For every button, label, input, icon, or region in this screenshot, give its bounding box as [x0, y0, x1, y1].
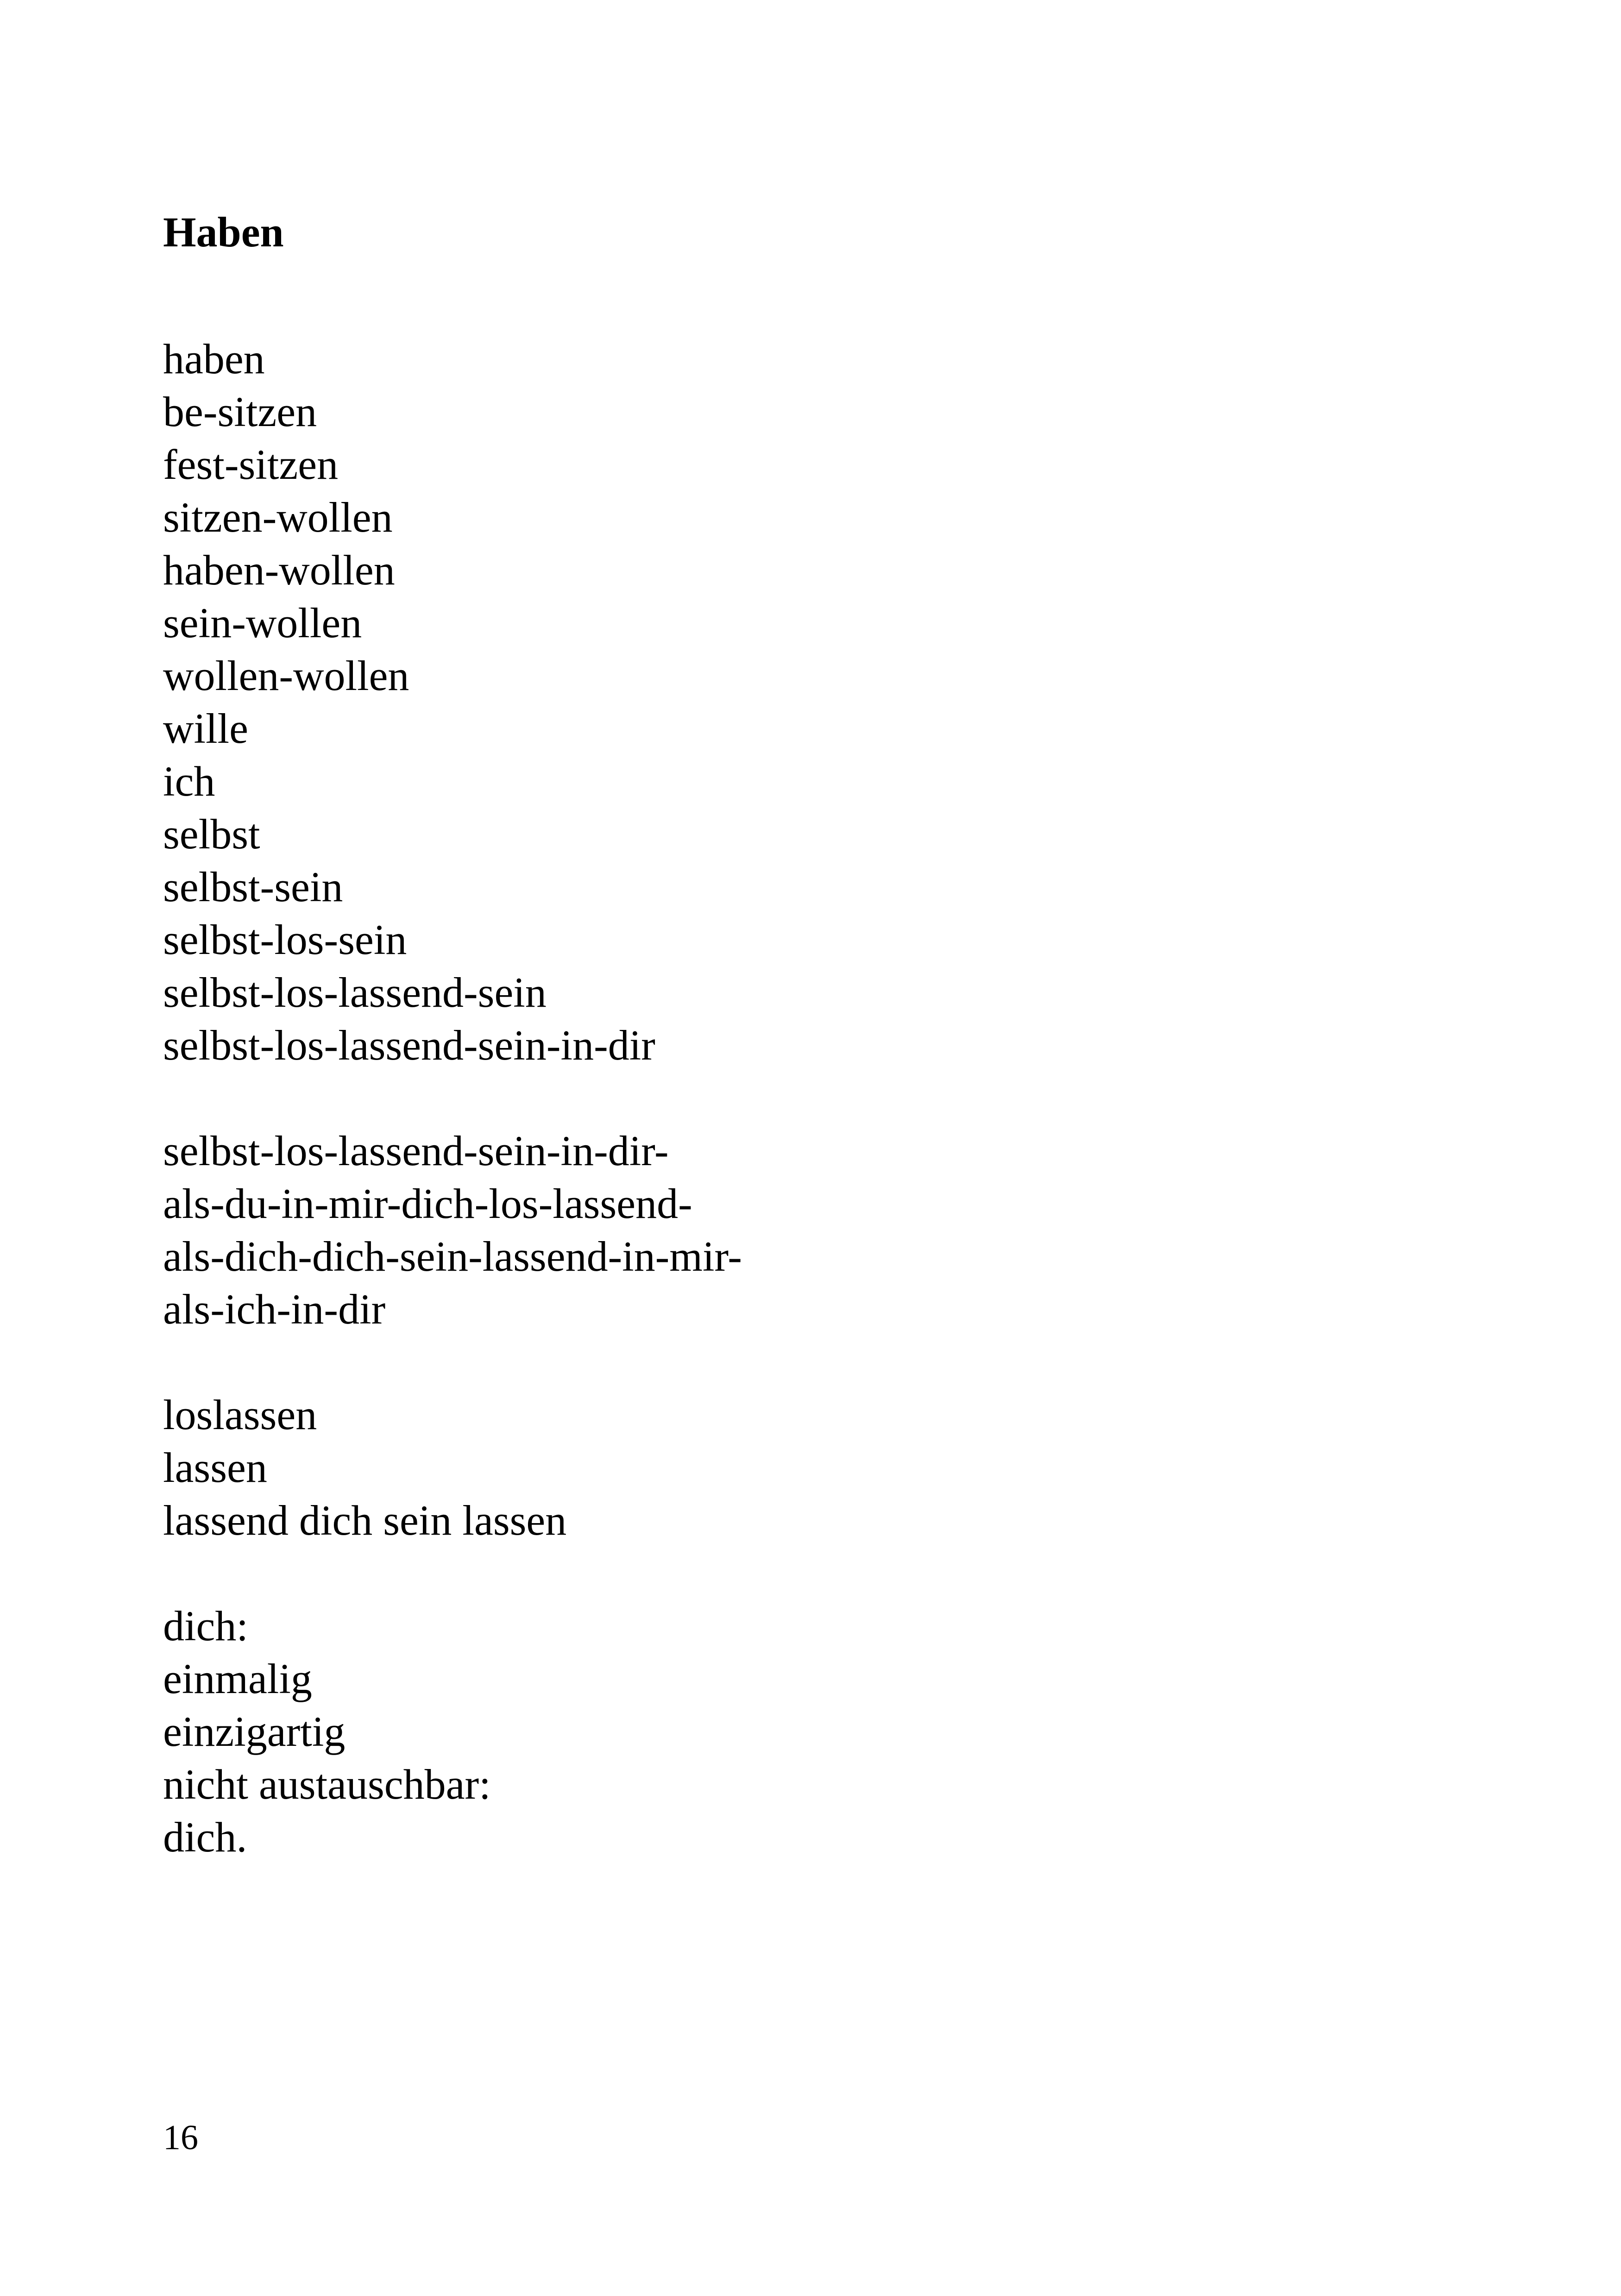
poem-body	[163, 332, 742, 1916]
poem-line: selbst	[163, 810, 260, 858]
poem-line: lassend dich sein lassen	[163, 1497, 567, 1544]
poem-title: Haben	[163, 208, 284, 256]
poem-line: be-sitzen	[163, 388, 317, 435]
poem-line: haben-wollen	[163, 546, 395, 594]
stanza	[163, 1388, 742, 1547]
poem-line: wille	[163, 705, 248, 752]
poem-line: sein-wollen	[163, 599, 362, 646]
stanza	[163, 1600, 742, 1863]
poem-line: haben	[163, 335, 265, 383]
stanza	[163, 1124, 742, 1336]
poem-line: loslassen	[163, 1391, 317, 1438]
poem-line: als-dich-dich-sein-lassend-in-mir-	[163, 1233, 742, 1280]
stanza	[163, 332, 742, 1072]
poem-line: selbst-los-lassend-sein	[163, 969, 547, 1016]
poem-line: fest-sitzen	[163, 441, 339, 488]
poem-line: wollen-wollen	[163, 652, 409, 699]
poem-line: lassen	[163, 1444, 267, 1491]
poem-line: selbst-los-lassend-sein-in-dir	[163, 1022, 655, 1069]
poem-line: nicht austauschbar:	[163, 1761, 491, 1808]
page-number: 16	[163, 2118, 198, 2157]
poem-line: dich.	[163, 1813, 247, 1861]
poem-line: selbst-sein	[163, 863, 343, 910]
poem-line: ich	[163, 758, 215, 805]
poem-line: sitzen-wollen	[163, 494, 393, 541]
poem-line: selbst-los-sein	[163, 916, 407, 963]
poem-line: einzigartig	[163, 1708, 346, 1755]
poem-line: als-ich-in-dir	[163, 1286, 386, 1333]
poem-line: dich:	[163, 1602, 248, 1650]
poem-line: als-du-in-mir-dich-los-lassend-	[163, 1180, 692, 1227]
poem-line: selbst-los-lassend-sein-in-dir-	[163, 1127, 669, 1174]
poem-line: einmalig	[163, 1655, 312, 1702]
